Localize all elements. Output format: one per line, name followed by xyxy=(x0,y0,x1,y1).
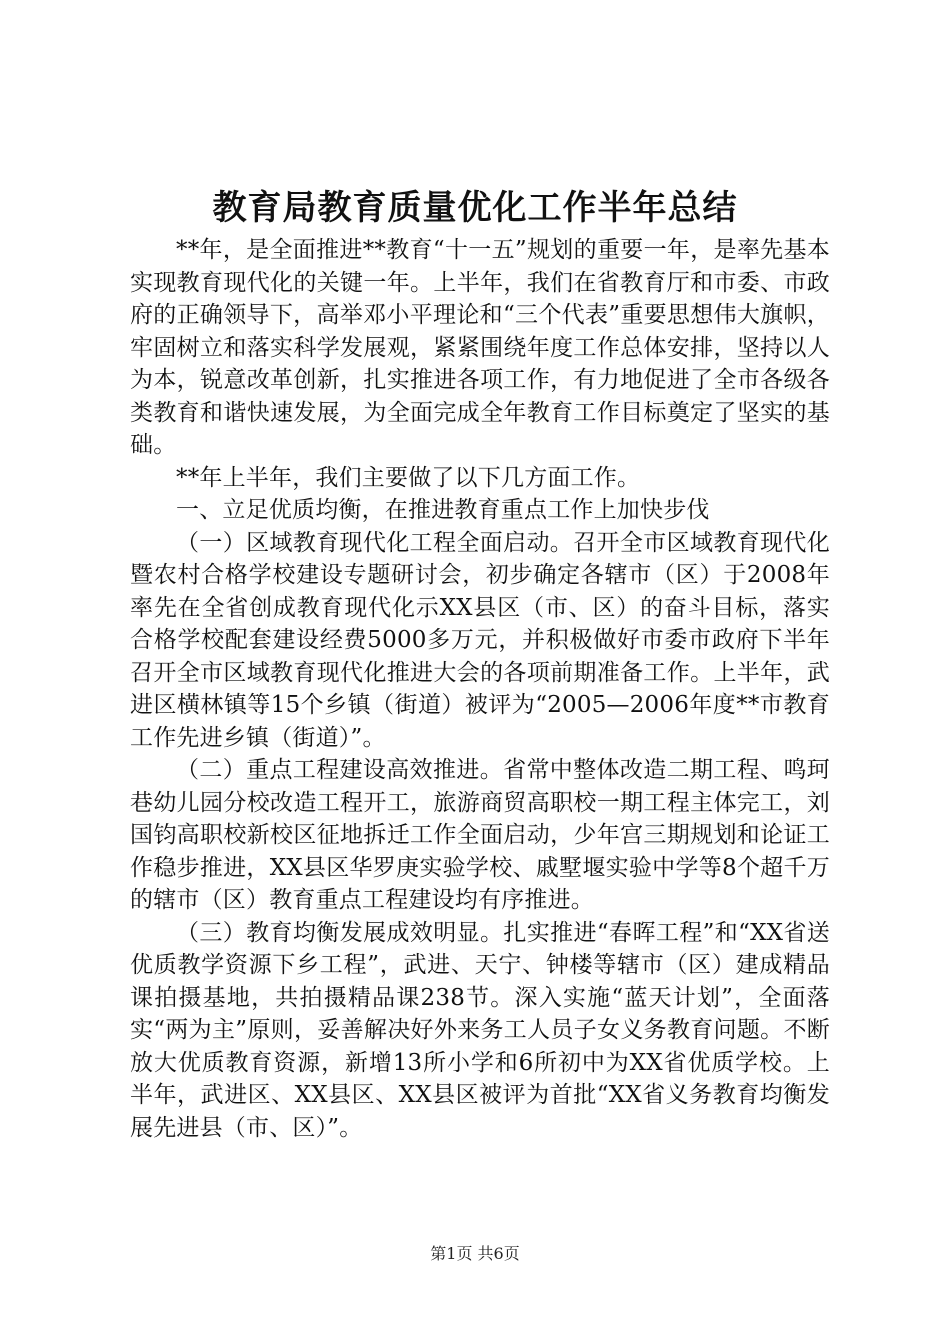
document-body xyxy=(130,234,830,1144)
paragraph-overview: **年上半年，我们主要做了以下几方面工作。 xyxy=(176,464,641,491)
section-heading-1: 一、立足优质均衡，在推进教育重点工作上加快步伐 xyxy=(176,497,710,523)
paragraph-intro: **年，是全面推进**教育“十一五”规划的重要一年，是率先基本实现教育现代化的关键一年。上半年，我们在省教育厅和市委、市政府的正确领导下，高举邓小平理论和“三个代表”重要思想伟大旗帜，牢固树立和落实科学发展观，紧紧围绕年度工作总体安排，坚持以人为本，锐意改革创新，扎实推进各项工作，有力地促进了全市各级各类教育和谐快速发展，为全面完成全年教育工作目标奠定了坚实的基础。 xyxy=(130,237,830,458)
document-title: 教育局教育质量优化工作半年总结 xyxy=(212,188,738,228)
paragraph-item-1: （一）区域教育现代化工程全面启动。召开全市区域教育现代化暨农村合格学校建设专题研讨会，初步确定各辖市（区）于2008年率先在全省创成教育现代化示XX县区（市、区）的奋斗目标，落实合格学校配套建设经费5000多万元，并积极做好市委市政府下半年召开全市区域教育现代化推进大会的各项前期准备工作。上半年，武进区横林镇等15个乡镇（街道）被评为“2005—2006年度**市教育工作先进乡镇（街道）”。 xyxy=(130,529,830,751)
paragraph-item-2: （二）重点工程建设高效推进。省常中整体改造二期工程、鸣珂巷幼儿园分校改造工程开工，旅游商贸高职校一期工程主体完工，刘国钧高职校新校区征地拆迁工作全面启动，少年宫三期规划和论证工作稳步推进，XX县区华罗庚实验学校、戚墅堰实验中学等8个超千万的辖市（区）教育重点工程建设均有序推进。 xyxy=(130,757,830,913)
page-number-footer: 第1页 共6页 xyxy=(430,1244,520,1263)
paragraph-item-3: （三）教育均衡发展成效明显。扎实推进“春晖工程”和“XX省送优质教学资源下乡工程”，武进、天宁、钟楼等辖市（区）建成精品课拍摄基地，共拍摄精品课238节。深入实施“蓝天计划”，全面落实“两为主”原则，妥善解决好外来务工人员子女义务教育问题。不断放大优质教育资源，新增13所小学和6所初中为XX省优质学校。上半年，武进区、XX县区、XX县区被评为首批“XX省义务教育均衡发展先进县（市、区）”。 xyxy=(130,919,830,1141)
